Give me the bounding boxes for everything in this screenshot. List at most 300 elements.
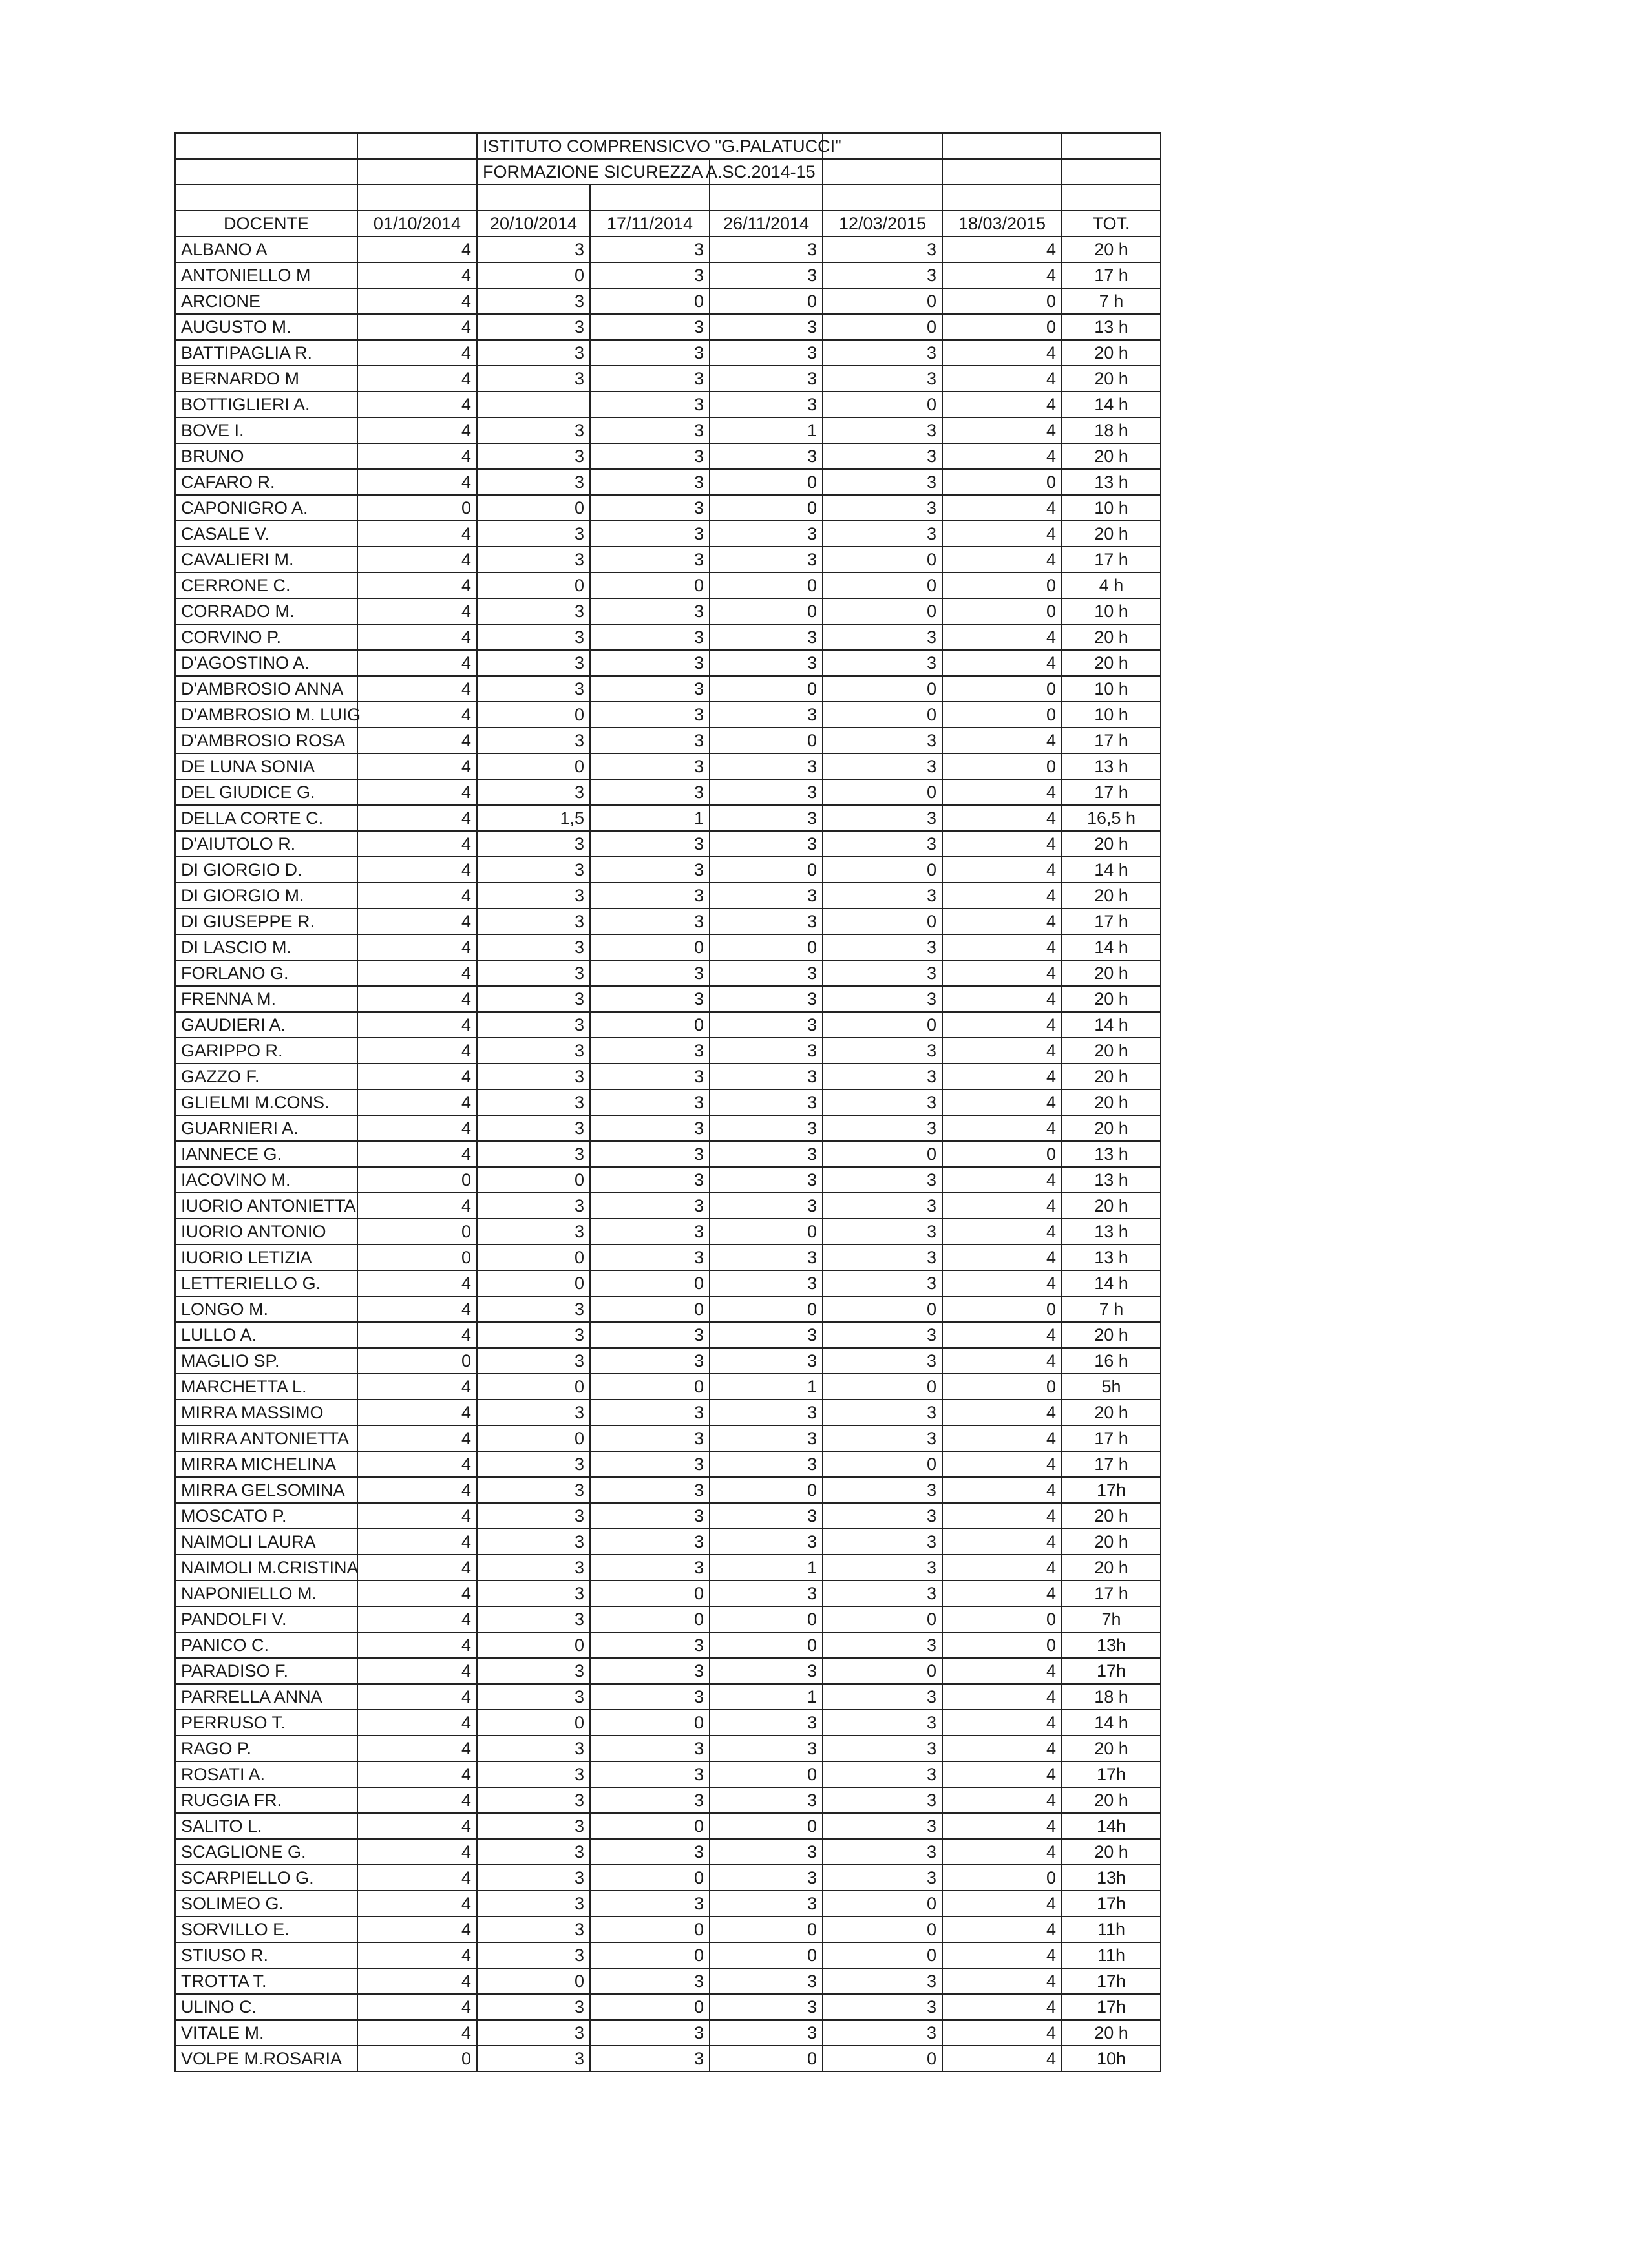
hours-cell: 3 — [710, 392, 823, 417]
teacher-name-cell: LETTERIELLO G. — [175, 1270, 357, 1296]
hours-cell: 4 — [942, 1891, 1062, 1916]
hours-cell: 3 — [590, 1787, 710, 1813]
table-row — [175, 1736, 1161, 1761]
hours-cell: 3 — [710, 1115, 823, 1141]
title-row-1 — [175, 133, 1161, 159]
hours-cell: 0 — [357, 1219, 477, 1244]
hours-cell: 3 — [477, 1115, 590, 1141]
teacher-name-cell: GAZZO F. — [175, 1064, 357, 1089]
blank-cell — [175, 185, 357, 211]
teacher-name-cell: DI LASCIO M. — [175, 934, 357, 960]
hours-cell: 4 — [942, 624, 1062, 650]
teacher-name-cell: NAIMOLI LAURA — [175, 1529, 357, 1555]
hours-cell: 4 — [357, 1606, 477, 1632]
column-header-date: 17/11/2014 — [590, 211, 710, 236]
hours-cell: 0 — [357, 1167, 477, 1193]
table-row — [175, 1244, 1161, 1270]
hours-cell: 4 — [942, 1503, 1062, 1529]
hours-cell: 0 — [710, 857, 823, 883]
total-hours-cell: 20 h — [1062, 1322, 1161, 1348]
total-hours-cell: 20 h — [1062, 521, 1161, 547]
table-row — [175, 1038, 1161, 1064]
hours-cell: 3 — [590, 883, 710, 908]
hours-cell: 3 — [710, 1244, 823, 1270]
hours-cell: 4 — [357, 624, 477, 650]
hours-cell: 4 — [357, 236, 477, 262]
hours-cell: 0 — [823, 908, 942, 934]
hours-cell: 3 — [823, 1839, 942, 1865]
column-header-date: 01/10/2014 — [357, 211, 477, 236]
hours-cell: 3 — [710, 624, 823, 650]
hours-cell: 0 — [823, 857, 942, 883]
hours-cell: 4 — [357, 392, 477, 417]
hours-cell: 0 — [590, 1270, 710, 1296]
hours-cell: 4 — [942, 1219, 1062, 1244]
hours-cell: 4 — [357, 779, 477, 805]
teacher-name-cell: IUORIO ANTONIO — [175, 1219, 357, 1244]
hours-cell: 3 — [590, 779, 710, 805]
teacher-name-cell: ALBANO A — [175, 236, 357, 262]
hours-cell: 3 — [477, 1141, 590, 1167]
hours-cell: 4 — [357, 1710, 477, 1736]
hours-cell: 3 — [590, 1141, 710, 1167]
teacher-name-cell: ROSATI A. — [175, 1761, 357, 1787]
table-row — [175, 340, 1161, 366]
hours-cell: 3 — [477, 1916, 590, 1942]
hours-cell: 0 — [710, 469, 823, 495]
blank-cell — [175, 159, 357, 185]
hours-cell: 4 — [942, 805, 1062, 831]
hours-cell: 0 — [942, 572, 1062, 598]
hours-cell: 4 — [942, 236, 1062, 262]
title-row-2 — [175, 159, 1161, 185]
hours-cell: 4 — [942, 547, 1062, 572]
hours-cell: 4 — [357, 547, 477, 572]
hours-cell: 4 — [942, 1942, 1062, 1968]
hours-cell: 4 — [357, 753, 477, 779]
teacher-name-cell: PERRUSO T. — [175, 1710, 357, 1736]
hours-cell: 4 — [357, 883, 477, 908]
hours-cell: 4 — [357, 288, 477, 314]
hours-cell: 3 — [590, 262, 710, 288]
hours-cell: 3 — [823, 831, 942, 857]
table-row — [175, 469, 1161, 495]
table-row — [175, 1322, 1161, 1348]
total-hours-cell: 20 h — [1062, 2020, 1161, 2046]
hours-cell: 3 — [823, 1787, 942, 1813]
hours-cell: 0 — [942, 1632, 1062, 1658]
table-row — [175, 366, 1161, 392]
hours-cell: 4 — [942, 1839, 1062, 1865]
hours-cell: 3 — [590, 728, 710, 753]
hours-cell: 0 — [477, 1244, 590, 1270]
hours-cell: 4 — [942, 443, 1062, 469]
hours-cell: 0 — [942, 753, 1062, 779]
hours-cell: 0 — [710, 1632, 823, 1658]
hours-cell: 4 — [357, 676, 477, 702]
hours-cell: 1 — [710, 1555, 823, 1580]
hours-cell: 3 — [823, 650, 942, 676]
total-hours-cell: 20 h — [1062, 1839, 1161, 1865]
hours-cell: 4 — [357, 521, 477, 547]
total-hours-cell: 14 h — [1062, 934, 1161, 960]
hours-cell: 3 — [477, 1865, 590, 1891]
table-row — [175, 495, 1161, 521]
teacher-name-cell: D'AMBROSIO ROSA — [175, 728, 357, 753]
teacher-name-cell: D'AMBROSIO M. LUIG — [175, 702, 357, 728]
table-row — [175, 1193, 1161, 1219]
hours-cell: 4 — [942, 831, 1062, 857]
hours-cell: 3 — [823, 469, 942, 495]
blank-cell — [477, 185, 590, 211]
school-title: ISTITUTO COMPRENSICVO "G.PALATUCCI" — [477, 133, 823, 159]
total-hours-cell: 20 h — [1062, 1115, 1161, 1141]
teacher-name-cell: GUARNIERI A. — [175, 1115, 357, 1141]
hours-cell: 3 — [710, 1425, 823, 1451]
hours-cell: 4 — [942, 1064, 1062, 1089]
hours-cell: 3 — [710, 2020, 823, 2046]
table-row — [175, 1658, 1161, 1684]
total-hours-cell: 13h — [1062, 1865, 1161, 1891]
total-hours-cell: 7 h — [1062, 288, 1161, 314]
hours-cell: 0 — [710, 2046, 823, 2072]
hours-cell: 3 — [590, 1064, 710, 1089]
hours-cell: 3 — [823, 1865, 942, 1891]
column-header-date: 20/10/2014 — [477, 211, 590, 236]
hours-cell: 4 — [357, 934, 477, 960]
hours-cell: 3 — [590, 1219, 710, 1244]
hours-cell: 4 — [357, 1038, 477, 1064]
teacher-name-cell: RUGGIA FR. — [175, 1787, 357, 1813]
hours-cell: 3 — [477, 1736, 590, 1761]
total-hours-cell: 20 h — [1062, 1038, 1161, 1064]
hours-cell: 0 — [710, 934, 823, 960]
hours-cell: 0 — [823, 572, 942, 598]
hours-cell: 0 — [823, 2046, 942, 2072]
hours-cell: 3 — [710, 650, 823, 676]
hours-cell: 4 — [357, 650, 477, 676]
teacher-name-cell: IUORIO LETIZIA — [175, 1244, 357, 1270]
total-hours-cell: 20 h — [1062, 831, 1161, 857]
total-hours-cell: 10 h — [1062, 598, 1161, 624]
hours-cell: 3 — [823, 2020, 942, 2046]
hours-cell: 0 — [477, 753, 590, 779]
hours-cell: 4 — [942, 857, 1062, 883]
hours-cell: 4 — [942, 1968, 1062, 1994]
total-hours-cell: 17 h — [1062, 547, 1161, 572]
blank-cell — [1062, 159, 1161, 185]
total-hours-cell: 20 h — [1062, 1400, 1161, 1425]
hours-cell: 4 — [942, 1425, 1062, 1451]
teacher-name-cell: ARCIONE — [175, 288, 357, 314]
total-hours-cell: 20 h — [1062, 883, 1161, 908]
hours-cell: 0 — [942, 1606, 1062, 1632]
hours-cell: 3 — [710, 986, 823, 1012]
hours-cell: 4 — [942, 495, 1062, 521]
hours-cell: 0 — [710, 495, 823, 521]
total-hours-cell: 17h — [1062, 1761, 1161, 1787]
table-row — [175, 650, 1161, 676]
hours-cell: 0 — [942, 469, 1062, 495]
table-row — [175, 1891, 1161, 1916]
teacher-name-cell: IANNECE G. — [175, 1141, 357, 1167]
total-hours-cell: 17h — [1062, 1477, 1161, 1503]
hours-cell: 1 — [710, 1374, 823, 1400]
blank-cell — [942, 185, 1062, 211]
hours-cell: 0 — [942, 702, 1062, 728]
hours-cell: 0 — [823, 1891, 942, 1916]
total-hours-cell: 14 h — [1062, 392, 1161, 417]
hours-cell: 0 — [477, 572, 590, 598]
total-hours-cell: 16 h — [1062, 1348, 1161, 1374]
hours-cell: 0 — [590, 1012, 710, 1038]
hours-cell: 3 — [823, 366, 942, 392]
hours-cell: 3 — [477, 1606, 590, 1632]
hours-cell: 4 — [357, 1451, 477, 1477]
hours-cell: 0 — [477, 1425, 590, 1451]
hours-cell: 4 — [942, 1736, 1062, 1761]
hours-cell: 3 — [477, 1451, 590, 1477]
hours-cell: 3 — [477, 1761, 590, 1787]
hours-cell: 4 — [942, 908, 1062, 934]
hours-cell: 3 — [823, 340, 942, 366]
hours-cell: 3 — [477, 857, 590, 883]
hours-cell: 4 — [942, 1038, 1062, 1064]
table-row — [175, 1865, 1161, 1891]
table-row — [175, 1761, 1161, 1787]
hours-cell: 0 — [710, 1916, 823, 1942]
hours-cell: 3 — [710, 1968, 823, 1994]
hours-cell: 3 — [590, 1839, 710, 1865]
hours-cell: 3 — [590, 1115, 710, 1141]
hours-cell: 3 — [590, 1736, 710, 1761]
hours-cell: 3 — [823, 1400, 942, 1425]
hours-cell: 3 — [823, 753, 942, 779]
total-hours-cell: 11h — [1062, 1942, 1161, 1968]
column-header-docente: DOCENTE — [175, 211, 357, 236]
hours-cell: 3 — [590, 521, 710, 547]
total-hours-cell: 20 h — [1062, 443, 1161, 469]
hours-cell: 3 — [710, 340, 823, 366]
hours-cell: 3 — [477, 2020, 590, 2046]
hours-cell: 3 — [477, 469, 590, 495]
hours-cell: 3 — [590, 547, 710, 572]
hours-cell: 3 — [590, 1322, 710, 1348]
table-row — [175, 1813, 1161, 1839]
table-row — [175, 1451, 1161, 1477]
total-hours-cell: 7 h — [1062, 1296, 1161, 1322]
hours-cell: 3 — [590, 392, 710, 417]
hours-cell: 4 — [942, 1477, 1062, 1503]
hours-cell: 4 — [942, 650, 1062, 676]
hours-cell: 3 — [710, 1529, 823, 1555]
hours-cell: 3 — [710, 908, 823, 934]
hours-cell: 3 — [590, 1555, 710, 1580]
total-hours-cell: 20 h — [1062, 1064, 1161, 1089]
blank-cell — [357, 185, 477, 211]
hours-cell: 0 — [942, 288, 1062, 314]
hours-cell: 3 — [477, 1193, 590, 1219]
hours-cell: 4 — [942, 417, 1062, 443]
hours-cell: 3 — [823, 1244, 942, 1270]
teacher-name-cell: CAFARO R. — [175, 469, 357, 495]
total-hours-cell: 20 h — [1062, 1503, 1161, 1529]
teacher-name-cell: BOVE I. — [175, 417, 357, 443]
hours-cell: 4 — [357, 1374, 477, 1400]
hours-cell: 3 — [710, 521, 823, 547]
hours-cell: 3 — [710, 1322, 823, 1348]
teacher-name-cell: PARADISO F. — [175, 1658, 357, 1684]
hours-cell: 3 — [823, 960, 942, 986]
hours-cell: 3 — [823, 1064, 942, 1089]
teacher-name-cell: GARIPPO R. — [175, 1038, 357, 1064]
table-row — [175, 1684, 1161, 1710]
hours-cell: 3 — [590, 702, 710, 728]
hours-cell: 4 — [357, 1580, 477, 1606]
hours-cell: 0 — [710, 1219, 823, 1244]
hours-cell: 4 — [942, 1787, 1062, 1813]
total-hours-cell: 17 h — [1062, 1451, 1161, 1477]
hours-cell: 4 — [357, 1787, 477, 1813]
hours-cell: 3 — [477, 1038, 590, 1064]
total-hours-cell: 7h — [1062, 1606, 1161, 1632]
total-hours-cell: 13 h — [1062, 1219, 1161, 1244]
total-hours-cell: 17h — [1062, 1968, 1161, 1994]
hours-cell: 3 — [477, 1322, 590, 1348]
hours-cell: 3 — [590, 1193, 710, 1219]
hours-cell: 3 — [590, 1761, 710, 1787]
hours-cell: 3 — [710, 1994, 823, 2020]
total-hours-cell: 5h — [1062, 1374, 1161, 1400]
total-hours-cell: 18 h — [1062, 1684, 1161, 1710]
hours-cell: 4 — [942, 1348, 1062, 1374]
hours-cell: 3 — [823, 1994, 942, 2020]
hours-cell: 4 — [357, 1503, 477, 1529]
hours-cell: 0 — [823, 1658, 942, 1684]
hours-cell: 3 — [823, 1477, 942, 1503]
hours-cell: 0 — [823, 1012, 942, 1038]
hours-cell: 3 — [710, 443, 823, 469]
hours-cell: 3 — [590, 598, 710, 624]
hours-cell: 3 — [710, 831, 823, 857]
hours-cell: 3 — [590, 1244, 710, 1270]
table-row — [175, 1141, 1161, 1167]
hours-cell: 3 — [477, 417, 590, 443]
hours-cell: 3 — [823, 1348, 942, 1374]
table-row — [175, 1477, 1161, 1503]
column-header-date: 12/03/2015 — [823, 211, 942, 236]
hours-cell: 3 — [710, 314, 823, 340]
hours-cell: 3 — [590, 314, 710, 340]
hours-cell: 3 — [823, 1167, 942, 1193]
hours-cell: 4 — [357, 1839, 477, 1865]
hours-cell: 0 — [590, 1606, 710, 1632]
table-row — [175, 805, 1161, 831]
hours-cell: 3 — [710, 1064, 823, 1089]
hours-cell: 0 — [710, 1813, 823, 1839]
teacher-name-cell: MIRRA ANTONIETTA — [175, 1425, 357, 1451]
hours-cell: 3 — [477, 1684, 590, 1710]
hours-cell: 0 — [710, 1942, 823, 1968]
hours-cell: 3 — [710, 262, 823, 288]
teacher-name-cell: D'AMBROSIO ANNA — [175, 676, 357, 702]
hours-cell: 0 — [710, 1606, 823, 1632]
teacher-name-cell: ANTONIELLO M — [175, 262, 357, 288]
hours-cell: 0 — [477, 1167, 590, 1193]
total-hours-cell: 10 h — [1062, 702, 1161, 728]
hours-cell: 4 — [942, 1115, 1062, 1141]
hours-cell: 0 — [357, 2046, 477, 2072]
table-row — [175, 1115, 1161, 1141]
table-row — [175, 1606, 1161, 1632]
hours-cell: 3 — [477, 366, 590, 392]
teacher-name-cell: PARRELLA ANNA — [175, 1684, 357, 1710]
teacher-name-cell: VITALE M. — [175, 2020, 357, 2046]
hours-cell: 0 — [590, 1710, 710, 1736]
hours-cell: 4 — [942, 1684, 1062, 1710]
teacher-name-cell: MIRRA MICHELINA — [175, 1451, 357, 1477]
teacher-name-cell: CASALE V. — [175, 521, 357, 547]
table-row — [175, 262, 1161, 288]
table-row — [175, 1296, 1161, 1322]
table-row — [175, 288, 1161, 314]
hours-cell: 3 — [823, 1632, 942, 1658]
hours-cell: 3 — [590, 469, 710, 495]
blank-cell — [823, 185, 942, 211]
hours-cell: 4 — [942, 986, 1062, 1012]
teacher-name-cell: BERNARDO M — [175, 366, 357, 392]
hours-cell: 0 — [590, 288, 710, 314]
table-row — [175, 547, 1161, 572]
hours-cell: 3 — [477, 521, 590, 547]
hours-cell: 3 — [823, 624, 942, 650]
teacher-name-cell: MOSCATO P. — [175, 1503, 357, 1529]
column-header-date: 18/03/2015 — [942, 211, 1062, 236]
hours-cell: 4 — [942, 366, 1062, 392]
table-row — [175, 417, 1161, 443]
hours-cell: 3 — [823, 1684, 942, 1710]
hours-cell: 0 — [823, 779, 942, 805]
hours-cell: 4 — [357, 1141, 477, 1167]
hours-cell: 0 — [942, 1865, 1062, 1891]
hours-cell: 0 — [710, 676, 823, 702]
teacher-name-cell: MIRRA MASSIMO — [175, 1400, 357, 1425]
hours-cell: 4 — [357, 1555, 477, 1580]
hours-cell: 3 — [590, 1167, 710, 1193]
total-hours-cell: 13 h — [1062, 1244, 1161, 1270]
total-hours-cell: 20 h — [1062, 1736, 1161, 1761]
hours-cell: 4 — [357, 1529, 477, 1555]
total-hours-cell: 20 h — [1062, 1193, 1161, 1219]
hours-cell: 3 — [477, 340, 590, 366]
hours-cell: 0 — [590, 934, 710, 960]
hours-cell: 3 — [590, 831, 710, 857]
total-hours-cell: 13 h — [1062, 314, 1161, 340]
hours-cell: 3 — [710, 547, 823, 572]
hours-cell: 0 — [590, 1296, 710, 1322]
hours-cell: 3 — [477, 1219, 590, 1244]
hours-cell: 0 — [823, 288, 942, 314]
hours-cell: 4 — [942, 1451, 1062, 1477]
hours-cell: 4 — [942, 1658, 1062, 1684]
total-hours-cell: 17 h — [1062, 1580, 1161, 1606]
hours-cell: 4 — [942, 779, 1062, 805]
hours-cell: 0 — [823, 547, 942, 572]
hours-cell: 4 — [357, 417, 477, 443]
table-row — [175, 1064, 1161, 1089]
hours-cell: 4 — [357, 1270, 477, 1296]
hours-cell: 3 — [823, 934, 942, 960]
